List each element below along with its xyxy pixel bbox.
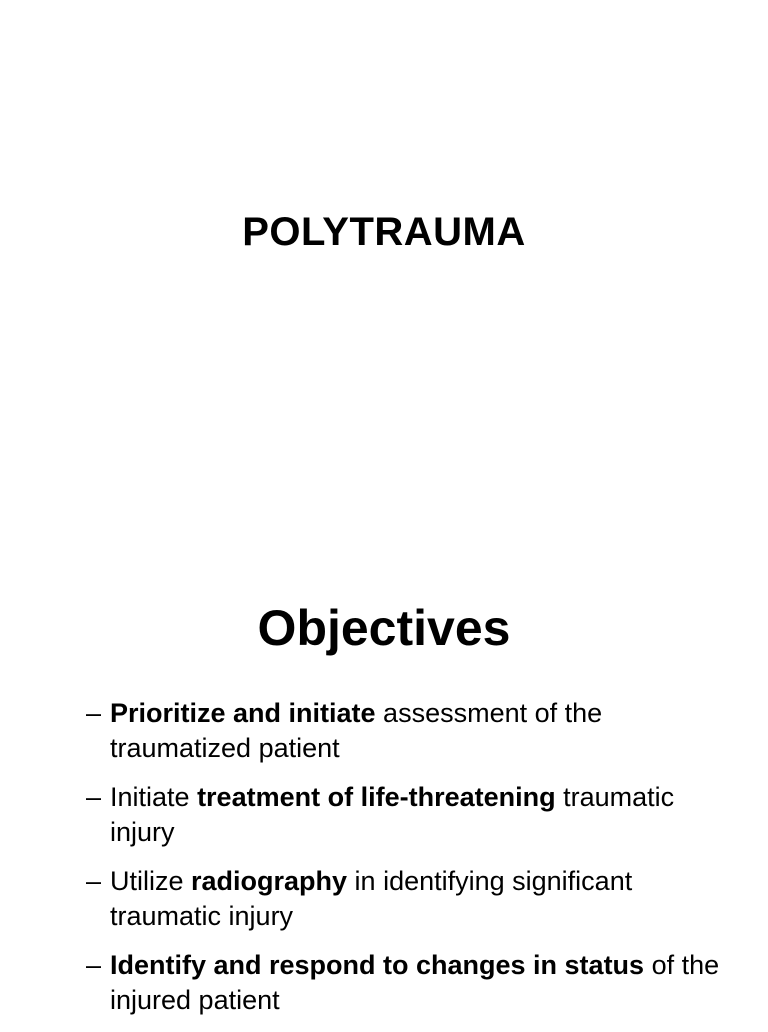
objective-text-bold: Prioritize and initiate <box>110 698 376 728</box>
objective-text: in identifying significant traumatic injury <box>110 866 633 931</box>
objective-item <box>86 780 726 850</box>
slide-title: POLYTRAUMA <box>242 210 526 254</box>
dash-marker: – <box>86 950 102 980</box>
dash-marker: – <box>86 698 102 728</box>
objective-item <box>86 864 726 934</box>
objective-text: assessment of the traumatized patient <box>110 698 603 763</box>
objective-text-bold: radiography <box>191 866 348 896</box>
objective-text: of the injured patient <box>110 950 720 1015</box>
section-title: Objectives <box>257 600 511 656</box>
objective-text: Initiate <box>110 782 198 812</box>
objective-text: traumatic injury <box>110 782 675 847</box>
objective-item <box>86 696 726 766</box>
objectives-list <box>86 696 726 1032</box>
dash-marker: – <box>86 866 102 896</box>
objective-text-bold: Identify and respond to changes in status <box>110 950 645 980</box>
dash-marker: – <box>86 782 102 812</box>
objective-item <box>86 948 726 1018</box>
objective-text-bold: treatment of life-threatening <box>197 782 556 812</box>
objective-text: Utilize <box>110 866 192 896</box>
